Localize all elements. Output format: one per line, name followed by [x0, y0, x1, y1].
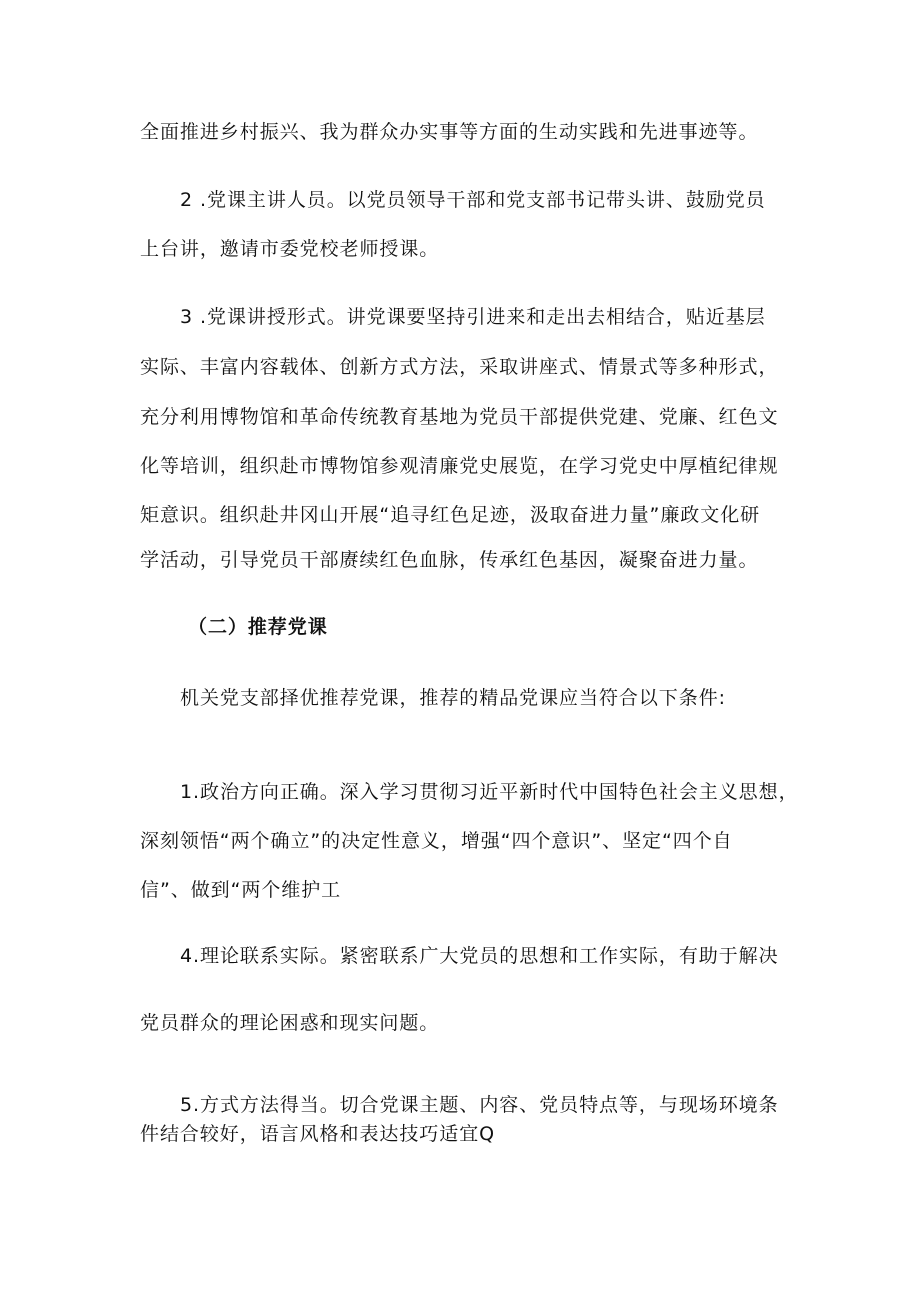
- text-line: 党员群众的理论困惑和现实问题。: [140, 1012, 440, 1034]
- text-line: 机关党支部择优推荐党课，推荐的精品党课应当符合以下条件:: [180, 687, 727, 709]
- text-line: 深刻领悟“两个确立”的决定性意义，增强“四个意识”、坚定“四个自: [140, 830, 733, 852]
- text-line: 上台讲，邀请市委党校老师授课。: [140, 238, 440, 260]
- text-line: 4.理论联系实际。紧密联系广大党员的思想和工作实际，有助于解决: [180, 945, 779, 967]
- text-line: 全面推进乡村振兴、我为群众办实事等方面的生动实践和先进事迹等。: [140, 121, 759, 143]
- text-line: 充分利用博物馆和革命传统教育基地为党员干部提供党建、党廉、红色文: [140, 406, 779, 428]
- text-line: 信”、做到“两个维护工: [140, 879, 342, 901]
- text-line: 学活动，引导党员干部赓续红色血脉，传承红色基因，凝聚奋进力量。: [140, 549, 759, 571]
- section-heading: （二）推荐党课: [188, 616, 328, 638]
- text-line: 2 .党课主讲人员。以党员领导干部和党支部书记带头讲、鼓励党员: [180, 189, 766, 211]
- text-line: 5.方式方法得当。切合党课主题、内容、党员特点等，与现场环境条: [180, 1094, 779, 1116]
- text-line: 3 .党课讲授形式。讲党课要坚持引进来和走出去相结合，贴近基层: [180, 306, 766, 328]
- text-line: 1.政治方向正确。深入学习贯彻习近平新时代中国特色社会主义思想，: [180, 781, 799, 803]
- text-line: 化等培训，组织赴市博物馆参观清廉党史展览，在学习党史中厚植纪律规: [140, 455, 779, 477]
- text-line: 矩意识。组织赴井冈山开展“追寻红色足迹，汲取奋进力量”廉政文化研: [140, 504, 761, 526]
- text-line: 件结合较好，语言风格和表达技巧适宜Q: [140, 1123, 496, 1145]
- text-line: 实际、丰富内容载体、创新方式方法，采取讲座式、情景式等多种形式，: [140, 356, 779, 378]
